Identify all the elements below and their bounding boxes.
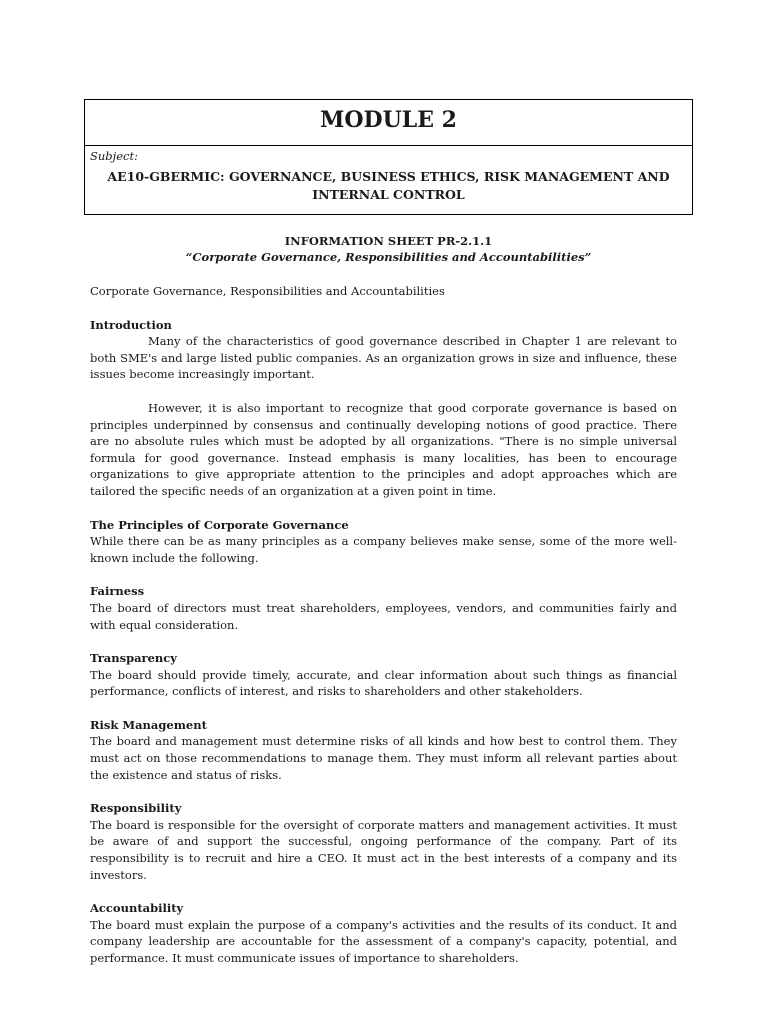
introduction-paragraph-1: Many of the characteristics of good governance described in Chapter 1 are relevant to both SME's and large listed public companies. As an organization grows in size and influence, these issues become increasingly important. [90,334,677,382]
fairness-heading: Fairness [90,584,145,599]
responsibility-paragraph: The board is responsible for the oversight of corporate matters and management activities. It must be aware of and support the successful, ongoing performance of the company. Part of its responsibility is to recruit and hire a CEO. It must act in the best interests of a company and its investors. [90,817,677,882]
risk-management-heading: Risk Management [90,717,207,732]
subject-label: Subject: [90,149,138,163]
information-sheet-header [84,233,693,265]
principles-paragraph: While there can be as many principles as a company believes make sense, some of the more well-known include the following. [90,534,677,565]
responsibility-heading: Responsibility [90,801,182,816]
accountability-paragraph: The board must explain the purpose of a company's activities and the results of its conduct. It and company leadership are accountable for the assessment of a company's capacity, potential, and performance. It must communicate issues of importance to shareholders. [90,917,677,965]
subject-text: AE10-GBERMIC: GOVERNANCE, BUSINESS ETHICS, RISK MANAGEMENT AND INTERNAL CONTROL [107,169,670,202]
main-heading: Corporate Governance, Responsibilities and Accountabilities [90,284,445,298]
information-sheet-id: INFORMATION SHEET PR-2.1.1 [284,234,493,248]
risk-management-paragraph: The board and management must determine risks of all kinds and how best to control them. They must act on those recommendations to manage them. They must inform all relevant parties about the existence and status of risks. [90,734,677,782]
transparency-heading: Transparency [90,651,177,666]
transparency-paragraph: The board should provide timely, accurate, and clear information about such things as financial performance, conflicts of interest, and risks to shareholders and other stakeholders. [90,667,677,699]
introduction-paragraph-2: However, it is also important to recognize that good corporate governance is based on principles underpinned by consensus and continually developing notions of good practice. There are no absolute rules which must be adopted by all organizations. "There is no simple universal formula for good governance. Instead emphasis is many localities, has been to encourage organizations to give appropriate attention to the principles and adopt approaches which are tailored the specific needs of an organization at a given point in time. [90,400,677,498]
module-title: MODULE 2 [85,100,692,146]
document-body [90,283,677,967]
accountability-heading: Accountability [90,901,184,916]
module-header-box [84,99,693,215]
principles-heading: The Principles of Corporate Governance [90,517,349,532]
introduction-heading: Introduction [90,317,172,332]
information-sheet-subtitle: “Corporate Governance, Responsibilities and Accountabilities” [185,250,592,264]
fairness-paragraph: The board of directors must treat shareholders, employees, vendors, and communities fairly and with equal consideration. [90,600,677,632]
